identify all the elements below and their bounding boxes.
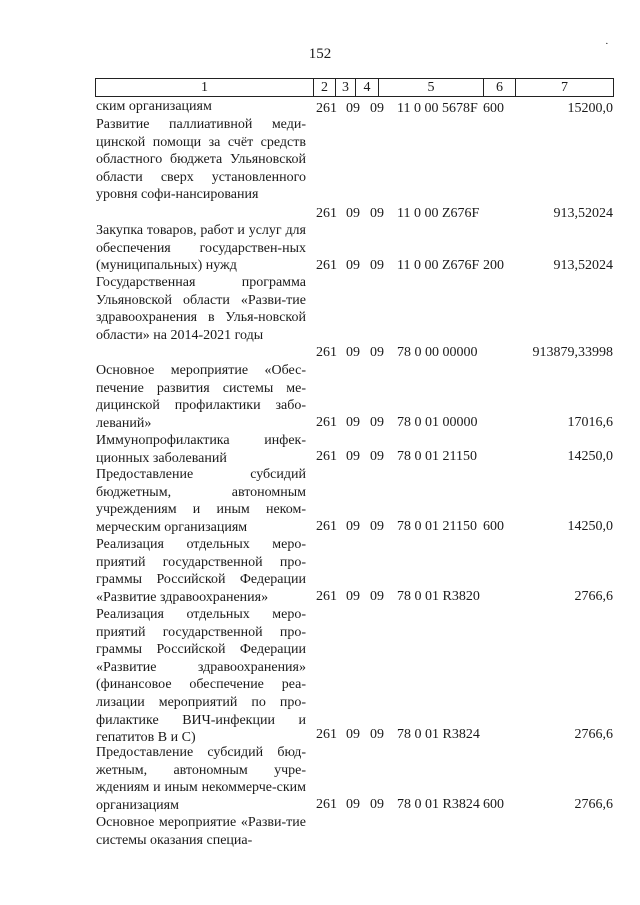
row-description: Предоставление субсидий бюд-жетным, автономным учре-ждениям и иным некоммерче-ским организациям: [96, 745, 306, 813]
cell-ministry-code: 261: [316, 727, 337, 742]
header-col-4: 4: [356, 79, 379, 96]
cell-amount: 14250,0: [567, 519, 613, 534]
table-row: [316, 344, 616, 362]
cell-subsection-code: 09: [370, 797, 384, 812]
cell-subsection-code: 09: [370, 519, 384, 534]
cell-ministry-code: 261: [316, 449, 337, 464]
cell-section-code: 09: [346, 415, 360, 430]
table-row: [316, 100, 616, 118]
cell-section-code: 09: [346, 797, 360, 812]
row-description: ским организациям: [96, 99, 212, 114]
cell-target-article: 78 0 01 R3824: [397, 727, 480, 742]
cell-target-article: 78 0 01 00000: [397, 415, 478, 430]
cell-subsection-code: 09: [370, 101, 384, 116]
cell-expense-type: 600: [483, 101, 504, 116]
cell-subsection-code: 09: [370, 727, 384, 742]
row-description: Развитие паллиативной меди-цинской помощи за счёт средств областного бюджета Ульяновской области сверх установленного уровня софи-нансирования: [96, 117, 306, 203]
header-col-1: 1: [96, 79, 314, 96]
cell-ministry-code: 261: [316, 519, 337, 534]
cell-amount: 2766,6: [574, 797, 613, 812]
cell-amount: 14250,0: [567, 449, 613, 464]
table-row: [316, 257, 616, 275]
cell-target-article: 78 0 01 R3820: [397, 589, 480, 604]
table-row: [316, 518, 616, 536]
row-description: Государственная программа Ульяновской области «Разви-тие здравоохранения в Улья-новской области» на 2014-2021 годы: [96, 275, 306, 343]
cell-subsection-code: 09: [370, 589, 384, 604]
cell-subsection-code: 09: [370, 206, 384, 221]
cell-ministry-code: 261: [316, 258, 337, 273]
cell-ministry-code: 261: [316, 345, 337, 360]
cell-subsection-code: 09: [370, 449, 384, 464]
table-row: [316, 796, 616, 814]
cell-expense-type: 600: [483, 519, 504, 534]
cell-expense-type: 200: [483, 258, 504, 273]
row-description: Основное мероприятие «Разви-тие системы оказания специа-: [96, 815, 306, 848]
table-row: [316, 588, 616, 606]
cell-amount: 17016,6: [567, 415, 613, 430]
cell-amount: 2766,6: [574, 589, 613, 604]
header-col-2: 2: [314, 79, 336, 96]
cell-subsection-code: 09: [370, 258, 384, 273]
cell-ministry-code: 261: [316, 589, 337, 604]
cell-section-code: 09: [346, 519, 360, 534]
header-col-3: 3: [336, 79, 356, 96]
row-description: Закупка товаров, работ и услуг для обеспечения государствен-ных (муниципальных) нужд: [96, 223, 306, 274]
cell-expense-type: 600: [483, 797, 504, 812]
cell-target-article: 11 0 00 Z676F: [397, 258, 480, 273]
cell-section-code: 09: [346, 258, 360, 273]
cell-ministry-code: 261: [316, 797, 337, 812]
cell-target-article: 78 0 01 21150: [397, 519, 477, 534]
row-description: Предоставление субсидий бюджетным, автономным учреждениям и иным неком-мерческим организациям: [96, 467, 306, 535]
row-description: Реализация отдельных меро-приятий государственной про-граммы Российской Федерации «Развитие здравоохранения» (финансовое обеспечение реа-лизации мероприятий по про-филактике ВИЧ-инфекции и гепатитов В и С): [96, 607, 306, 746]
row-description: Основное мероприятие «Обес-печение развития системы ме-дицинской профилактики забо-леваний»: [96, 363, 306, 431]
cell-amount: 15200,0: [567, 101, 613, 116]
cell-target-article: 11 0 00 5678F: [397, 101, 478, 116]
cell-ministry-code: 261: [316, 415, 337, 430]
table-row: [316, 414, 616, 432]
table-row: [316, 726, 616, 744]
cell-section-code: 09: [346, 727, 360, 742]
header-col-6: 6: [484, 79, 516, 96]
cell-section-code: 09: [346, 345, 360, 360]
cell-target-article: 78 0 00 00000: [397, 345, 478, 360]
header-col-7: 7: [561, 80, 568, 95]
page-number: 152: [308, 46, 332, 62]
cell-amount: 2766,6: [574, 727, 613, 742]
cell-ministry-code: 261: [316, 101, 337, 116]
cell-amount: 913879,33998: [532, 345, 613, 360]
cell-target-article: 78 0 01 21150: [397, 449, 477, 464]
row-description: Реализация отдельных меро-приятий государственной про-граммы Российской Федерации «Развитие здравоохранения»: [96, 537, 306, 605]
cell-target-article: 78 0 01 R3824: [397, 797, 480, 812]
row-description: Иммунопрофилактика инфек-ционных заболеваний: [96, 433, 306, 466]
cell-section-code: 09: [346, 449, 360, 464]
cell-target-article: 11 0 00 Z676F: [397, 206, 480, 221]
corner-mark: ·: [605, 38, 609, 50]
cell-amount: 913,52024: [553, 206, 613, 221]
cell-section-code: 09: [346, 589, 360, 604]
cell-amount: 913,52024: [553, 258, 613, 273]
cell-subsection-code: 09: [370, 415, 384, 430]
header-col-5: 5: [379, 79, 484, 96]
cell-section-code: 09: [346, 101, 360, 116]
table-header-row: [95, 78, 614, 97]
cell-ministry-code: 261: [316, 206, 337, 221]
cell-subsection-code: 09: [370, 345, 384, 360]
table-row: [316, 205, 616, 223]
cell-section-code: 09: [346, 206, 360, 221]
table-row: [316, 448, 616, 466]
